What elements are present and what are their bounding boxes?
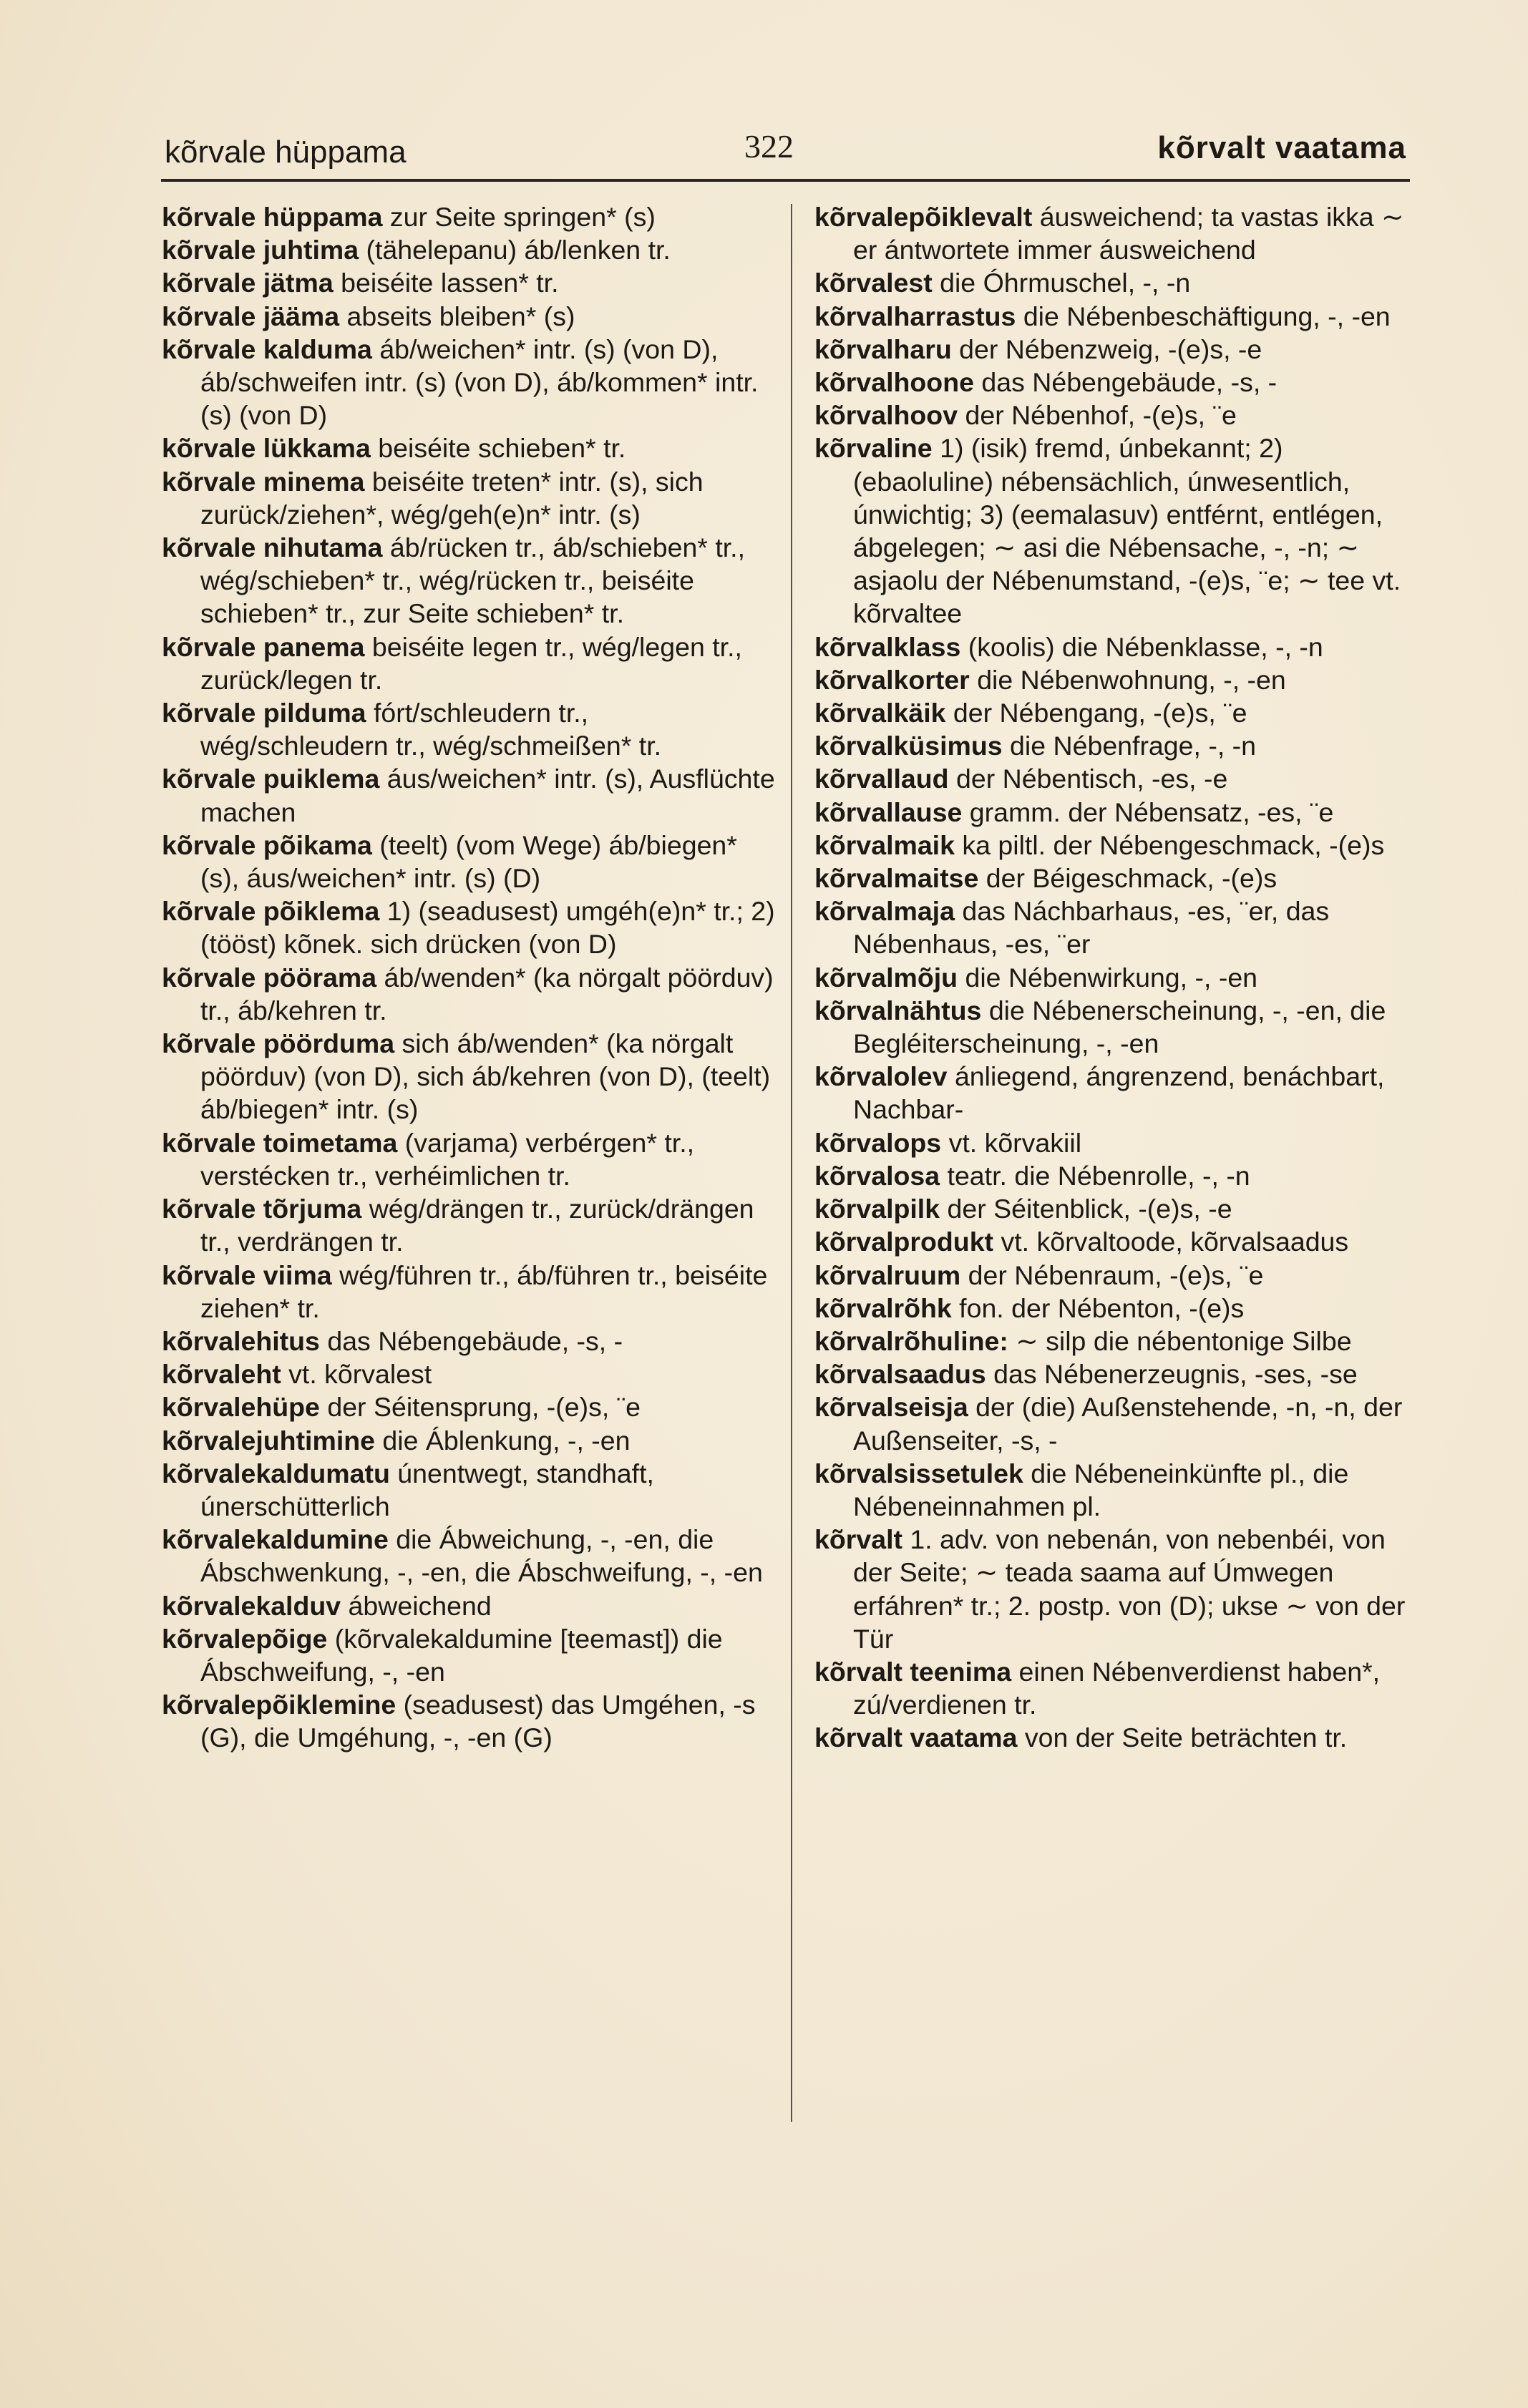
entry-definition: wég/führen tr., áb/führen tr., beiséite ziehen* tr. — [200, 1259, 775, 1323]
entry-definition: ábweichend — [341, 1590, 492, 1621]
entry-definition: gramm. der Nébensatz, -es, ¨e — [962, 796, 1334, 827]
dictionary-entry — [162, 1357, 777, 1390]
entry-definition: das Nébenerzeugnis, -ses, -se — [986, 1359, 1358, 1390]
dictionary-entry — [814, 829, 1416, 862]
entry-headword: kõrvalmaitse — [814, 863, 979, 894]
entry-definition: vt. kõrvaltoode, kõrvalsaadus — [993, 1227, 1349, 1257]
entry-headword: kõrvalest — [814, 268, 933, 298]
entry-headword: kõrvale kalduma — [162, 333, 372, 364]
entry-definition: 1. adv. von nebenán, von nebenbéi, von der Seite; ∼ teada saama auf Úmwegen erfáhren* tr.; 2. postp. von (D); ukse ∼ von der Tür — [853, 1524, 1413, 1654]
entry-definition: (teelt) (vom Wege) áb/biegen* (s), áus/weichen* intr. (s) (D) — [200, 829, 745, 894]
entry-headword: kõrvalosa — [814, 1160, 940, 1191]
dictionary-entry — [814, 1159, 1416, 1192]
dictionary-entry — [162, 1688, 777, 1754]
entry-headword: kõrvaline — [814, 433, 933, 464]
entry-headword: kõrvalharrastus — [814, 301, 1016, 331]
entry-headword: kõrvalsissetulek — [814, 1458, 1023, 1488]
header-right-guideword: kõrvalt vaatama — [1157, 130, 1406, 165]
entry-definition: (koolis) die Nébenklasse, -, -n — [960, 631, 1323, 662]
entry-headword: kõrvalehitus — [162, 1325, 320, 1356]
entry-headword: kõrvalnähtus — [814, 995, 982, 1025]
entry-definition: das Nébengebäude, -s, - — [973, 367, 1278, 398]
dictionary-entry — [162, 1027, 777, 1126]
dictionary-entry — [162, 1390, 777, 1423]
entry-headword: kõrvale puiklema — [162, 764, 380, 794]
dictionary-entry — [162, 465, 777, 531]
entry-definition: teatr. die Nébenrolle, -, -n — [940, 1160, 1250, 1191]
dictionary-entry — [814, 1357, 1416, 1390]
dictionary-entry — [162, 300, 777, 333]
entry-headword: kõrvale põiklema — [162, 896, 380, 927]
column-divider — [791, 204, 792, 2122]
entry-headword: kõrvalpilk — [814, 1194, 940, 1224]
entry-definition: beiséite treten* intr. (s), sich zurück/ziehen*, wég/geh(e)n* intr. (s) — [200, 466, 711, 530]
dictionary-entry — [814, 333, 1416, 366]
entry-definition: (tähelepanu) áb/lenken tr. — [359, 235, 671, 265]
entry-headword: kõrvalklass — [814, 631, 961, 662]
dictionary-entry — [162, 961, 782, 1027]
dictionary-entry — [814, 961, 1416, 994]
left-column — [162, 200, 783, 1755]
dictionary-entry — [814, 1060, 1416, 1126]
entry-definition: die Nébenerscheinung, -, -en, die Begléiterscheinung, -, -en — [853, 995, 1393, 1059]
entry-headword: kõrvalt teenima — [814, 1656, 1012, 1687]
entry-headword: kõrvalhoone — [814, 367, 974, 398]
entry-definition: der Séitensprung, -(e)s, ¨e — [319, 1392, 641, 1423]
entry-headword: kõrvalhoov — [814, 400, 958, 431]
dictionary-entry — [814, 1126, 1416, 1159]
entry-definition: die Ábweichung, -, -en, die Ábschwenkung, -, -en, die Ábschweifung, -, -en — [200, 1524, 763, 1588]
entry-definition: vt. kõrvakiil — [941, 1127, 1082, 1158]
entry-definition: die Nébenbeschäftigung, -, -en — [1016, 301, 1391, 331]
dictionary-entry — [814, 200, 1416, 266]
dictionary-entry — [162, 630, 777, 696]
entry-headword: kõrvale minema — [162, 466, 365, 497]
dictionary-entry — [162, 1457, 777, 1523]
dictionary-entry — [162, 1259, 777, 1325]
dictionary-entry — [814, 1225, 1416, 1258]
entry-definition: die Áblenkung, -, -en — [375, 1425, 631, 1456]
entry-headword: kõrvalküsimus — [814, 731, 1003, 761]
dictionary-entry — [162, 1589, 777, 1622]
entry-headword: kõrvale tõrjuma — [162, 1194, 362, 1224]
dictionary-entry — [162, 200, 777, 233]
entry-headword: kõrvalepõige — [162, 1623, 328, 1654]
header-rule — [161, 179, 1410, 182]
entry-definition: áus/weichen* intr. (s), Ausflüchte machen — [200, 764, 783, 827]
entry-headword: kõrvale nihutama — [162, 532, 383, 563]
entry-headword: kõrvalprodukt — [814, 1227, 994, 1257]
entry-headword: kõrvale viima — [162, 1259, 332, 1290]
entry-headword: kõrvalrõhk — [814, 1292, 952, 1323]
entry-definition: ∼ silp die nébentonige Silbe — [1008, 1325, 1352, 1356]
dictionary-entry — [814, 266, 1416, 299]
entry-definition: der Nébenhof, -(e)s, ¨e — [958, 400, 1237, 431]
entry-headword: kõrvalharu — [814, 333, 952, 364]
entry-headword: kõrvalmaik — [814, 829, 955, 860]
entry-definition: ánliegend, ángrenzend, benáchbart, Nachbar- — [853, 1061, 1392, 1125]
entry-headword: kõrvale lükkama — [162, 433, 371, 464]
entry-definition: (varjama) verbérgen* tr., verstécken tr., verhéimlichen tr. — [200, 1127, 702, 1191]
right-column — [814, 200, 1416, 1755]
entry-headword: kõrvalseisja — [814, 1392, 968, 1423]
entry-definition: beiséite lassen* tr. — [333, 268, 559, 298]
entry-definition: die Nébeneinkünfte pl., die Nébeneinnahmen pl. — [853, 1458, 1356, 1521]
dictionary-entry — [814, 630, 1416, 663]
entry-definition: der Nébengang, -(e)s, ¨e — [945, 698, 1247, 728]
entry-definition: die Nébenfrage, -, -n — [1002, 731, 1257, 761]
dictionary-entry — [814, 1192, 1416, 1225]
entry-definition: der Séitenblick, -(e)s, -e — [940, 1194, 1232, 1224]
entry-headword: kõrvallause — [814, 796, 963, 827]
entry-definition: áb/wenden* (ka nörgalt pöörduv) tr., áb/kehren tr. — [200, 962, 782, 1025]
entry-definition: der Nébenraum, -(e)s, ¨e — [960, 1259, 1264, 1290]
running-header — [157, 120, 1406, 185]
entry-definition: áb/rücken tr., áb/schieben* tr., wég/schieben* tr., wég/rücken tr., beiséite schieben* tr., zur Seite schieben* tr. — [200, 532, 753, 629]
entry-definition: die Nébenwirkung, -, -en — [958, 962, 1258, 993]
entry-definition: einen Nébenverdienst haben*, zú/verdienen tr. — [853, 1656, 1388, 1720]
dictionary-entry — [814, 1655, 1416, 1721]
header-left-guideword: kõrvale hüppama — [165, 135, 407, 170]
page-number: 322 — [744, 128, 794, 165]
entry-headword: kõrvalekalduv — [162, 1590, 341, 1621]
dictionary-entry — [162, 895, 783, 960]
entry-definition: das Náchbarhaus, -es, ¨er, das Nébenhaus, -es, ¨er — [853, 896, 1337, 960]
dictionary-entry — [814, 663, 1416, 696]
dictionary-entry — [814, 300, 1416, 333]
entry-headword: kõrvale panema — [162, 631, 365, 662]
entry-headword: kõrvalehüpe — [162, 1392, 320, 1423]
dictionary-entry — [814, 994, 1416, 1060]
entry-headword: kõrvale jätma — [162, 268, 334, 298]
entry-definition: (kõrvalekaldumine [teemast]) die Ábschweifung, -, -en — [200, 1623, 731, 1687]
entry-headword: kõrvale hüppama — [162, 202, 383, 232]
dictionary-entry — [162, 1523, 777, 1589]
dictionary-entry — [162, 432, 777, 464]
entry-headword: kõrvaleht — [162, 1359, 281, 1390]
entry-headword: kõrvale põikama — [162, 829, 372, 860]
entry-definition: die Nébenwohnung, -, -en — [969, 664, 1286, 695]
dictionary-entry — [814, 1259, 1416, 1292]
entry-headword: kõrvale pöörama — [162, 962, 377, 993]
dictionary-entry — [814, 366, 1416, 399]
entry-headword: kõrvale jääma — [162, 301, 340, 331]
dictionary-entry — [162, 1126, 777, 1192]
dictionary-entry — [814, 762, 1416, 795]
dictionary-entry — [162, 1192, 777, 1258]
entry-definition: fon. der Nébenton, -(e)s — [951, 1292, 1245, 1323]
entry-definition: der (die) Außenstehende, -n, -n, der Außenseiter, -s, - — [853, 1392, 1408, 1456]
entry-definition: abseits bleiben* (s) — [339, 301, 575, 331]
entry-headword: kõrvalkäik — [814, 698, 946, 728]
entry-headword: kõrvalops — [814, 1127, 942, 1158]
entry-headword: kõrvalejuhtimine — [162, 1425, 376, 1456]
entry-headword: kõrvalt — [814, 1524, 902, 1555]
entry-headword: kõrvalepõiklevalt — [814, 202, 1033, 232]
entry-definition: der Béigeschmack, -(e)s — [978, 863, 1278, 894]
dictionary-entry — [162, 266, 777, 299]
entry-definition: zur Seite springen* (s) — [382, 202, 656, 232]
entry-definition: áusweichend; ta vastas ikka ∼ er ántwortete immer áusweichend — [853, 202, 1411, 265]
entry-headword: kõrvale pöörduma — [162, 1028, 395, 1059]
dictionary-entry — [814, 729, 1416, 762]
entry-definition: fórt/schleudern tr., wég/schleudern tr., wég/schmeißen* tr. — [200, 698, 662, 761]
dictionary-entry — [162, 1622, 777, 1688]
entry-definition: der Nébentisch, -es, -e — [948, 764, 1228, 794]
dictionary-entry — [814, 1457, 1416, 1523]
entry-definition: (seadusest) das Umgéhen, -s (G), die Umgéhung, -, -en (G) — [200, 1690, 763, 1753]
entry-headword: kõrvalepõiklemine — [162, 1690, 396, 1720]
entry-headword: kõrvalekaldumine — [162, 1524, 389, 1555]
dictionary-entry — [814, 862, 1416, 895]
entry-headword: kõrvale toimetama — [162, 1127, 398, 1158]
entry-headword: kõrvalmõju — [814, 962, 958, 993]
dictionary-entry — [814, 895, 1416, 960]
entry-definition: ka piltl. der Nébengeschmack, -(e)s — [954, 829, 1385, 860]
entry-definition: die Óhrmuschel, -, -n — [932, 268, 1191, 298]
entry-headword: kõrvalolev — [814, 1061, 948, 1092]
entry-headword: kõrvalt vaatama — [814, 1722, 1018, 1753]
dictionary-entry — [162, 333, 777, 432]
dictionary-entry — [814, 796, 1416, 829]
dictionary-entry — [814, 432, 1416, 630]
dictionary-entry — [162, 762, 783, 828]
dictionary-entry — [162, 1325, 777, 1357]
dictionary-entry — [162, 233, 777, 266]
entry-definition: das Nébengebäude, -s, - — [319, 1325, 623, 1356]
entry-definition: von der Seite beträchten tr. — [1017, 1722, 1348, 1753]
entry-headword: kõrvalmaja — [814, 896, 955, 927]
entry-headword: kõrvalruum — [814, 1259, 961, 1290]
entry-headword: kõrvalsaadus — [814, 1359, 986, 1390]
entry-definition: 1) (seadusest) umgéh(e)n* tr.; 2) (tööst) kõnek. sich drücken (von D) — [200, 896, 783, 960]
entry-definition: wég/drängen tr., zurück/drängen tr., verdrängen tr. — [200, 1194, 761, 1257]
dictionary-entry — [162, 696, 777, 762]
entry-definition: vt. kõrvalest — [281, 1359, 432, 1390]
dictionary-entry — [814, 1523, 1416, 1655]
dictionary-entry — [814, 1721, 1416, 1754]
dictionary-entry — [814, 1292, 1416, 1325]
entry-definition: sich áb/wenden* (ka nörgalt pöörduv) (von D), sich áb/kehren (von D), (teelt) áb/biegen* intr. (s) — [200, 1028, 778, 1125]
entry-definition: beiséite legen tr., wég/legen tr., zurück/legen tr. — [200, 631, 750, 695]
dictionary-entry — [162, 531, 777, 630]
entry-definition: 1) (isik) fremd, únbekannt; 2) (ebaoluline) nébensächlich, únwesentlich, únwichtig; 3) (eemalasuv) entférnt, entlégen, ábgelegen; ∼ asi die Nébensache, -, -n; ∼ asjaolu der Nébenumstand, -(e)s, ¨e; ∼ tee vt. kõrvaltee — [853, 433, 1408, 629]
dictionary-entry — [814, 1390, 1416, 1456]
dictionary-entry — [814, 696, 1416, 729]
entry-headword: kõrvallaud — [814, 764, 949, 794]
dictionary-entry — [814, 1325, 1416, 1357]
entry-headword: kõrvalrõhuline: — [814, 1325, 1008, 1356]
entry-headword: kõrvale pilduma — [162, 698, 366, 728]
entry-definition: áb/weichen* intr. (s) (von D), áb/schweifen intr. (s) (von D), áb/kommen* intr. (s) (von D) — [200, 333, 766, 431]
entry-headword: kõrvalekaldumatu — [162, 1458, 390, 1488]
entry-definition: der Nébenzweig, -(e)s, -e — [951, 333, 1262, 364]
entry-headword: kõrvalkorter — [814, 664, 970, 695]
dictionary-entry — [814, 399, 1416, 432]
entry-definition: únentwegt, standhaft, únerschütterlich — [200, 1458, 662, 1521]
dictionary-entry — [162, 829, 777, 895]
dictionary-entry — [162, 1424, 777, 1457]
entry-definition: beiséite schieben* tr. — [370, 433, 626, 464]
entry-headword: kõrvale juhtima — [162, 235, 359, 265]
